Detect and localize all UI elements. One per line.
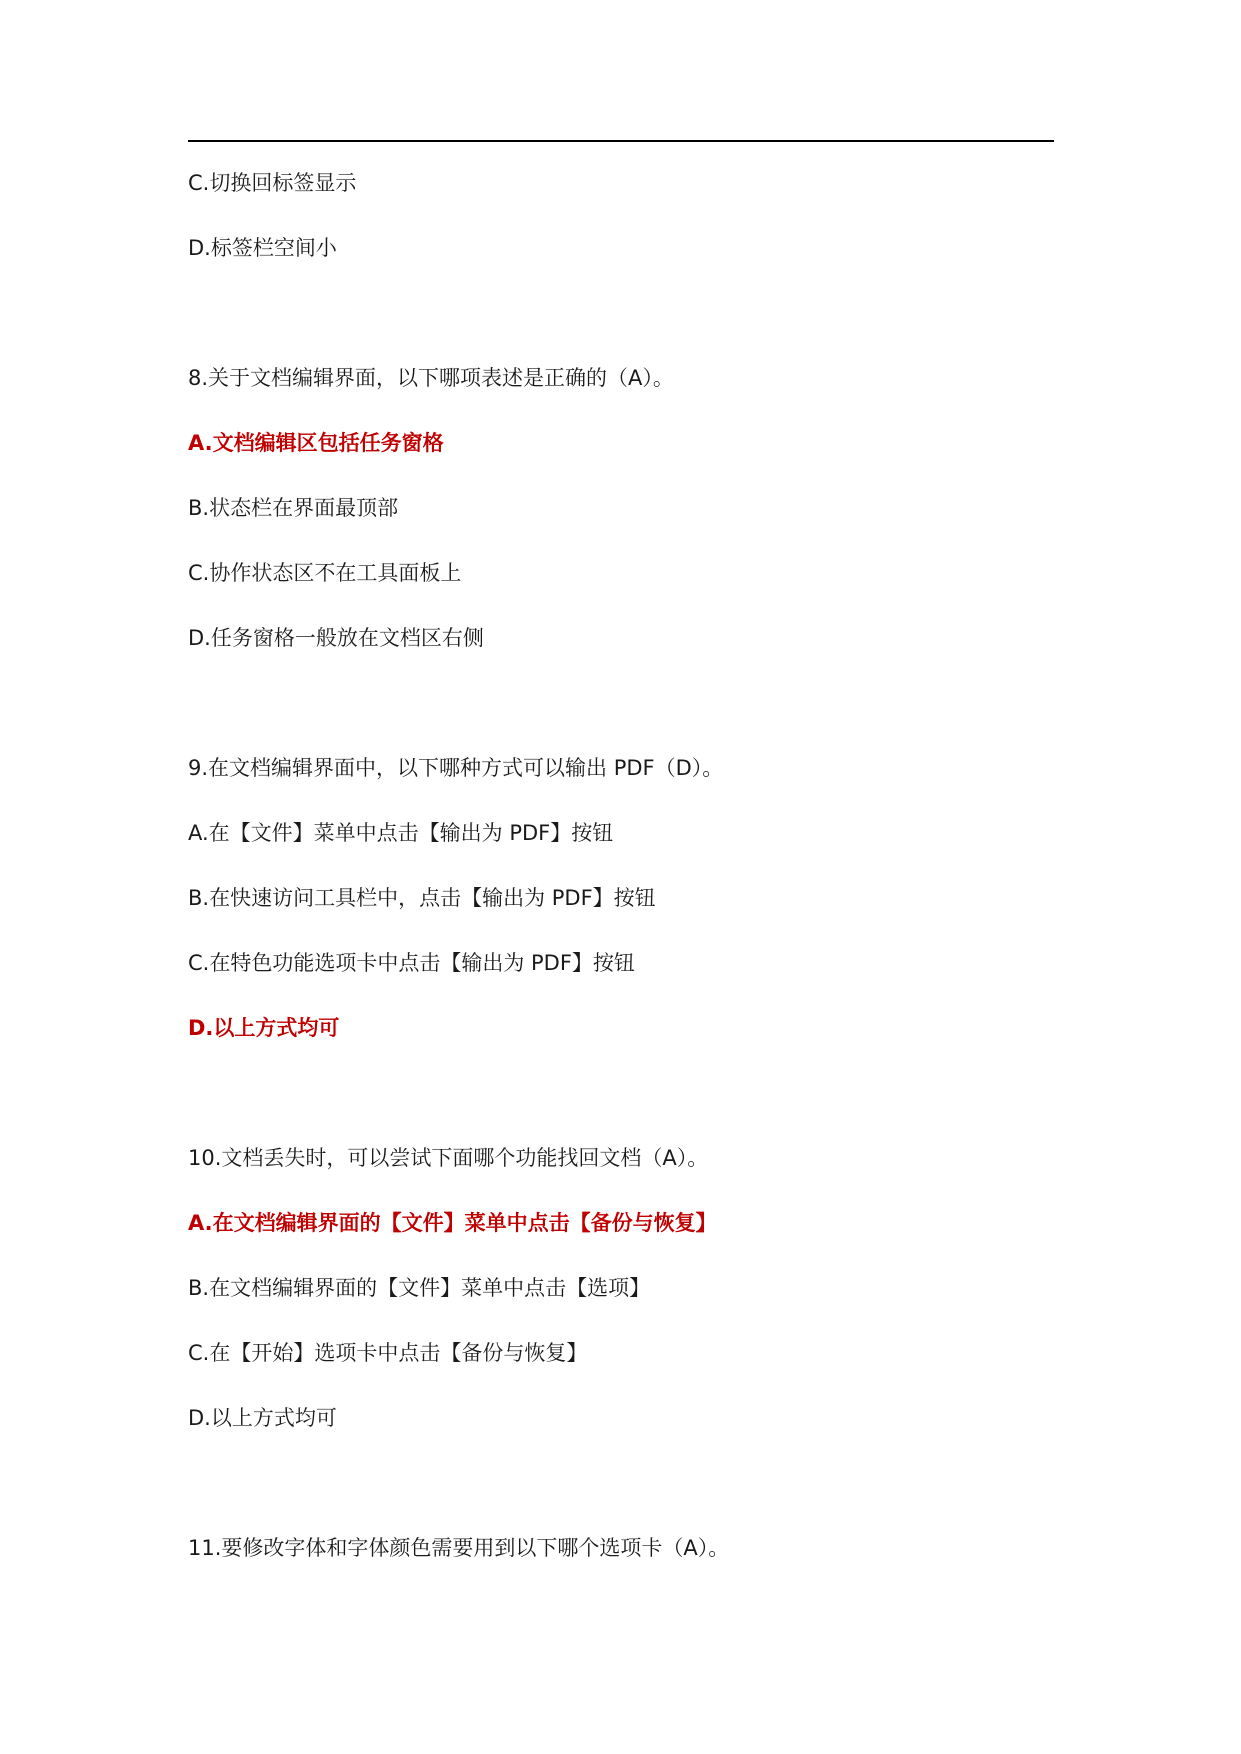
q9-option-c: C.在特色功能选项卡中点击【输出为 PDF】按钮 [188, 951, 635, 975]
q8-option-a-correct: A.文档编辑区包括任务窗格 [188, 431, 444, 455]
q8-option-c: C.协作状态区不在工具面板上 [188, 561, 462, 585]
q11-question: 11.要修改字体和字体颜色需要用到以下哪个选项卡（A）。 [188, 1536, 730, 1560]
q10-option-b: B.在文档编辑界面的【文件】菜单中点击【选项】 [188, 1276, 651, 1300]
q10-question: 10.文档丢失时，可以尝试下面哪个功能找回文档（A）。 [188, 1146, 709, 1170]
header-rule [188, 140, 1054, 142]
q8-option-b: B.状态栏在界面最顶部 [188, 496, 399, 520]
q9-option-a: A.在【文件】菜单中点击【输出为 PDF】按钮 [188, 821, 614, 845]
q9-question: 9.在文档编辑界面中，以下哪种方式可以输出 PDF（D）。 [188, 756, 724, 780]
q7-option-c: C.切换回标签显示 [188, 171, 357, 195]
q8-option-d: D.任务窗格一般放在文档区右侧 [188, 626, 484, 650]
q10-option-d: D.以上方式均可 [188, 1406, 337, 1430]
q9-option-d-correct: D.以上方式均可 [188, 1016, 340, 1040]
q9-option-b: B.在快速访问工具栏中，点击【输出为 PDF】按钮 [188, 886, 656, 910]
q8-question: 8.关于文档编辑界面，以下哪项表述是正确的（A）。 [188, 366, 674, 390]
q10-option-a-correct: A.在文档编辑界面的【文件】菜单中点击【备份与恢复】 [188, 1211, 717, 1235]
q7-option-d: D.标签栏空间小 [188, 236, 337, 260]
q10-option-c: C.在【开始】选项卡中点击【备份与恢复】 [188, 1341, 588, 1365]
